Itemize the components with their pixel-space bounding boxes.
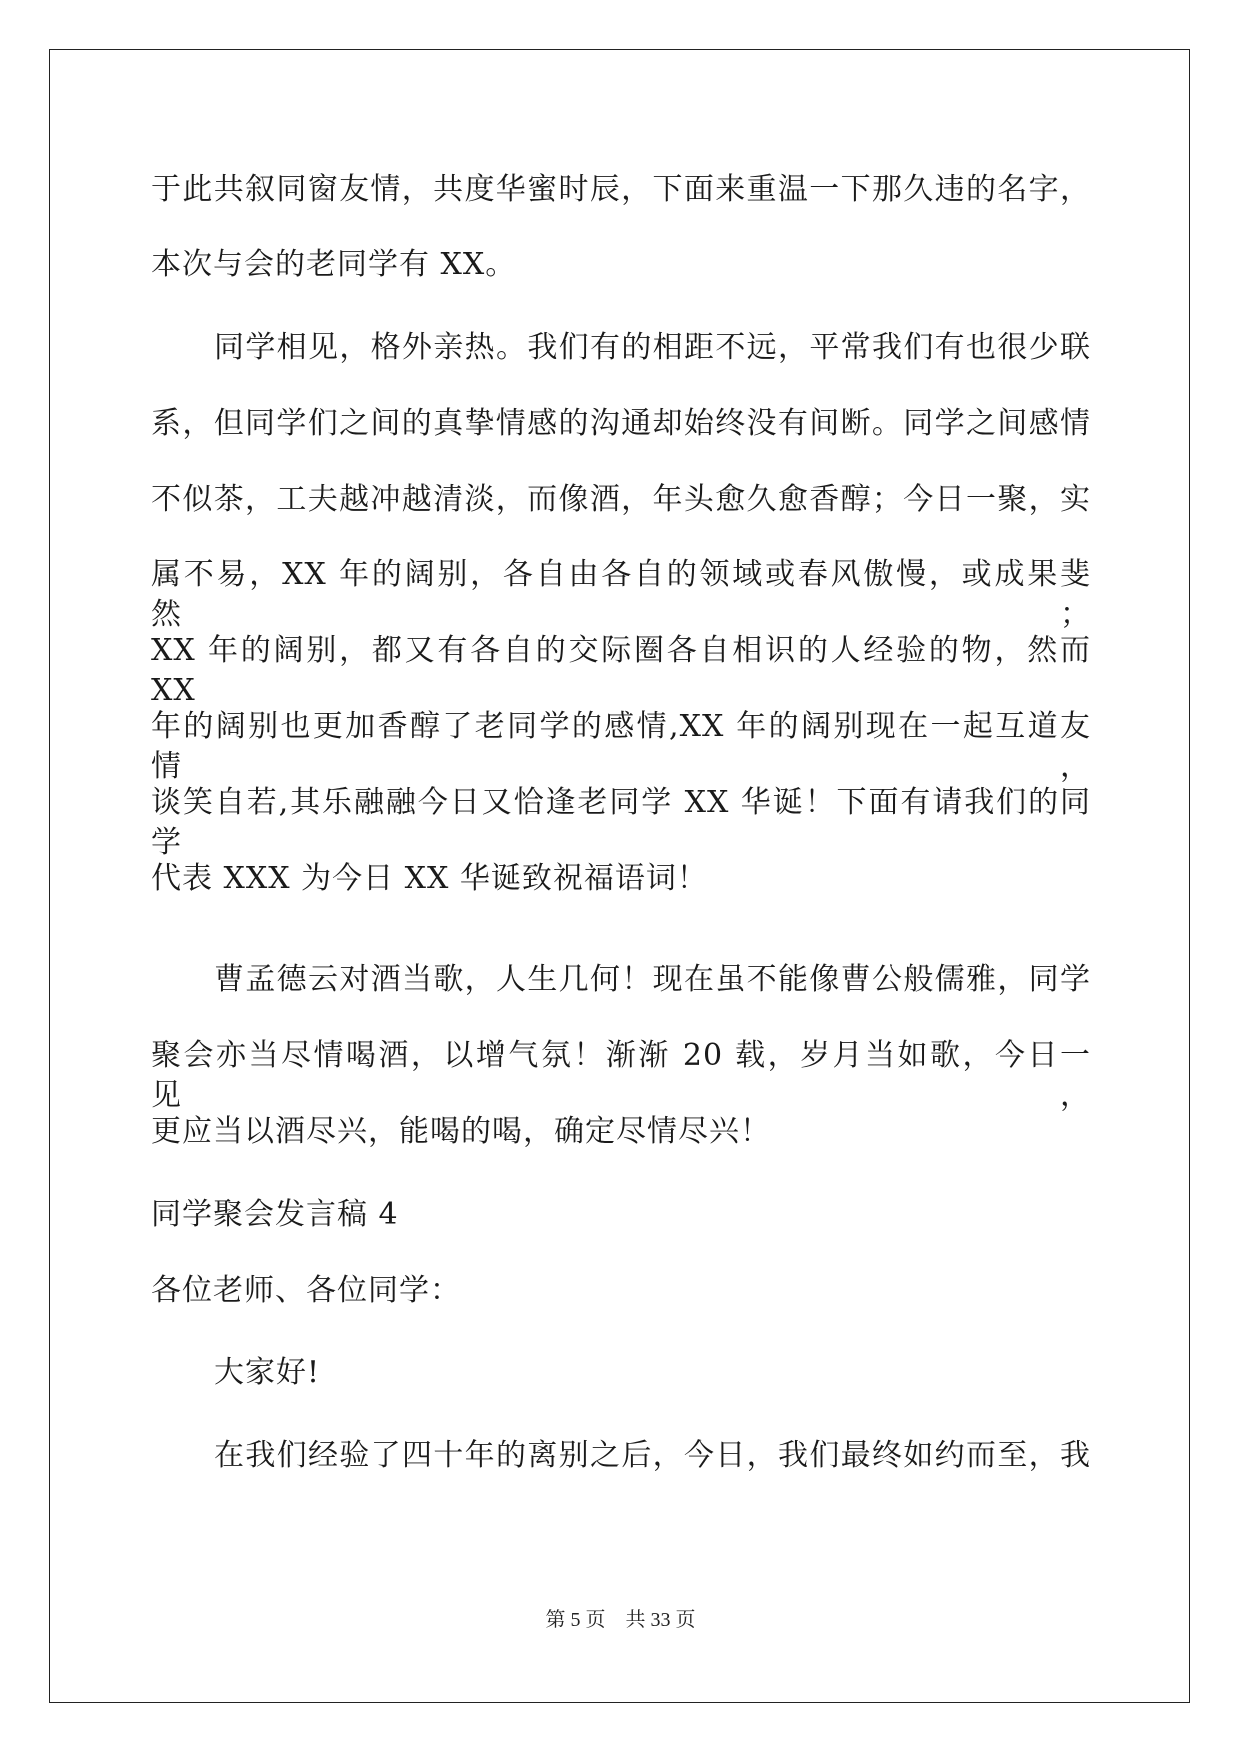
paragraph-line-3: 同学相见，格外亲热。我们有的相距不远，平常我们有也很少联 xyxy=(214,330,1091,365)
paragraph-line-2: 本次与会的老同学有 XX。 xyxy=(151,247,517,282)
paragraph-line-7: XX 年的阔别，都又有各自的交际圈各自相识的人经验的物，然而 XX xyxy=(151,633,1091,708)
paragraph-line-8: 年的阔别也更加香醇了老同学的感情,XX 年的阔别现在一起互道友情， xyxy=(151,709,1091,784)
paragraph-line-6: 属不易，XX 年的阔别，各自由各自的领域或春风傲慢，或成果斐然； xyxy=(151,557,1091,632)
paragraph-line-4: 系，但同学们之间的真挚情感的沟通却始终没有间断。同学之间感情 xyxy=(151,406,1091,441)
paragraph-line-1: 于此共叙同窗友情，共度华蜜时辰，下面来重温一下那久违的名字， xyxy=(151,172,1091,207)
paragraph-line-11: 曹孟德云对酒当歌，人生几何！现在虽不能像曹公般儒雅，同学 xyxy=(214,962,1091,997)
page-number: 第 5 页 xyxy=(545,1609,606,1631)
greeting: 大家好! xyxy=(214,1355,321,1390)
paragraph-line-13: 更应当以酒尽兴，能喝的喝，确定尽情尽兴！ xyxy=(151,1114,771,1149)
page-total: 共 33 页 xyxy=(625,1609,696,1631)
paragraph-line-5: 不似茶，工夫越冲越清淡，而像酒，年头愈久愈香醇；今日一聚，实 xyxy=(151,482,1091,517)
paragraph-line-12: 聚会亦当尽情喝酒，以增气氛！渐渐 20 载，岁月当如歌，今日一见， xyxy=(151,1038,1091,1113)
salutation: 各位老师、各位同学： xyxy=(151,1273,461,1308)
page-footer xyxy=(0,1608,1241,1632)
paragraph-line-17: 在我们经验了四十年的离别之后，今日，我们最终如约而至，我 xyxy=(214,1438,1091,1473)
paragraph-line-9: 谈笑自若,其乐融融今日又恰逢老同学 XX 华诞！下面有请我们的同学 xyxy=(151,785,1091,860)
paragraph-line-10: 代表 XXX 为今日 XX 华诞致祝福语词！ xyxy=(151,861,708,896)
section-heading: 同学聚会发言稿 4 xyxy=(151,1197,399,1232)
